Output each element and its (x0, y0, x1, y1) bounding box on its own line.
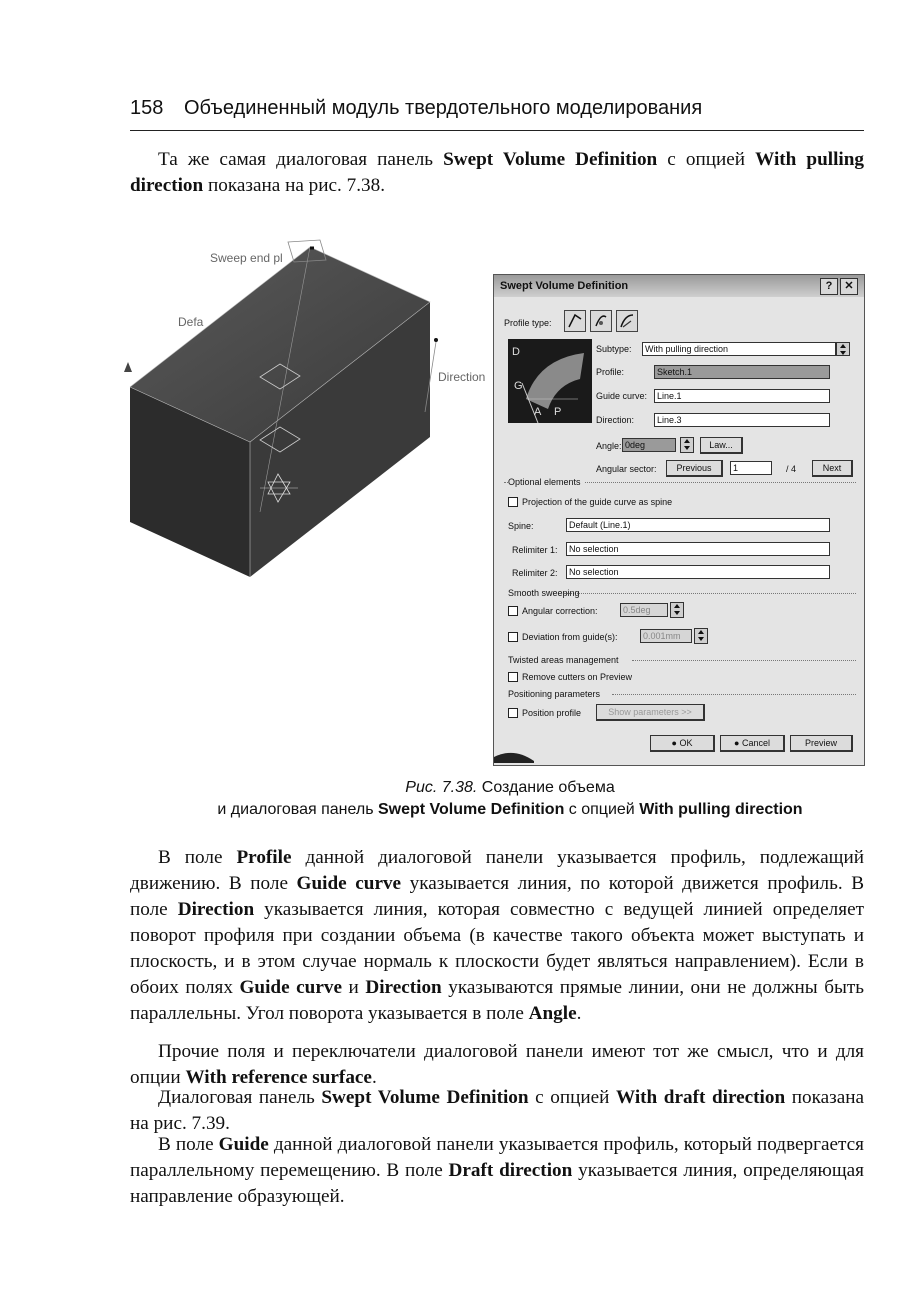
direction-field[interactable]: Line.3 (654, 413, 830, 427)
body-paragraph-2: Прочие поля и переключатели диалоговой панели имеют тот же смысл, что и для опции With reference surface. (130, 1041, 864, 1088)
spine-label: Spine: (508, 521, 534, 531)
relimiter2-label: Relimiter 2: (512, 568, 558, 578)
angular-correction-checkbox[interactable] (508, 606, 518, 616)
profile-label: Profile: (596, 367, 625, 377)
sector-field[interactable]: 1 (730, 461, 772, 475)
positioning-heading: Positioning parameters (508, 689, 601, 699)
ok-button[interactable]: ● OK (650, 735, 715, 752)
deviation-spinner-icon[interactable] (694, 628, 708, 644)
sweep-end-plane-label: Sweep end pl (210, 251, 283, 265)
spine-field[interactable]: Default (Line.1) (566, 518, 830, 532)
dialog-titlebar[interactable] (494, 275, 864, 297)
dialog-corner-icon (494, 743, 554, 763)
preview-button[interactable]: Preview (790, 735, 853, 752)
figure-caption: Рис. 7.38. Создание объема и диалоговая панель Swept Volume Definition с опцией With pulling direction (217, 779, 803, 818)
angle-label: Angle: (596, 441, 622, 451)
subtype-select[interactable]: With pulling direction (642, 342, 836, 356)
deviation-label: Deviation from guide(s): (522, 632, 618, 642)
position-profile-checkbox[interactable] (508, 708, 518, 718)
conic-profile-icon[interactable] (616, 310, 638, 332)
relimiter2-field[interactable]: No selection (566, 565, 830, 579)
angle-spinner-icon[interactable] (680, 437, 694, 453)
cancel-icon: ● (734, 738, 742, 748)
body-paragraph-1: В поле Profile данной диалоговой панели указывается профиль, подлежащий движению. В поле Guide curve указывается линия, по которой движется профиль. В поле Direction указывается линия, которая совместно с ведущей линией определяет поворот профиля при создании объема (в качестве такого объекта может выступать и плоскость, и в этом случае нормаль к плоскости будет являться направлением). Если в обоих полях Guide curve и Direction указываются прямые линии, они не должны быть параллельны. Угол поворота указывается в поле Angle. (130, 847, 865, 1024)
deviation-checkbox[interactable] (508, 632, 518, 642)
profile-type-label: Profile type: (504, 318, 552, 328)
angle-field[interactable]: 0deg (622, 438, 676, 452)
position-profile-label: Position profile (522, 708, 582, 718)
twisted-areas-heading: Twisted areas management (508, 655, 619, 665)
cancel-button[interactable]: ● Cancel (720, 735, 785, 752)
swept-volume-dialog (493, 274, 865, 766)
previous-button[interactable]: Previous (666, 460, 723, 477)
angular-correction-label: Angular correction: (522, 606, 598, 616)
default-label: Defa (178, 315, 204, 329)
running-title: Объединенный модуль твердотельного моделирования (184, 97, 703, 119)
svg-text:D: D (512, 346, 520, 358)
close-button[interactable]: ✕ (840, 278, 858, 295)
sweep-preview-image (508, 339, 592, 423)
svg-text:P: P (554, 406, 562, 418)
relimiter1-field[interactable]: No selection (566, 542, 830, 556)
next-button[interactable]: Next (812, 460, 853, 477)
law-button[interactable]: Law... (700, 437, 743, 454)
profile-field[interactable]: Sketch.1 (654, 365, 830, 379)
svg-text:A: A (534, 406, 542, 418)
relimiter1-label: Relimiter 1: (512, 545, 558, 555)
line-profile-icon[interactable] (564, 310, 586, 332)
intro-paragraph: Та же самая диалоговая панель Swept Volume Definition с опцией With pulling direction показана на рис. 7.38. (130, 149, 864, 196)
body-paragraph-4: В поле Guide данной диалоговой панели указывается профиль, который подвергается параллельному перемещению. В поле Draft direction указывается линия, определяющая направление образующей. (130, 1134, 864, 1207)
projection-label: Projection of the guide curve as spine (522, 497, 673, 507)
subtype-dropdown-arrow-icon[interactable] (836, 342, 850, 356)
guide-curve-field[interactable]: Line.1 (654, 389, 830, 403)
angular-correction-spinner-icon[interactable] (670, 602, 684, 618)
show-parameters-button[interactable]: Show parameters >> (596, 704, 705, 721)
optional-elements-heading: Optional elements (508, 477, 584, 487)
circle-profile-icon[interactable] (590, 310, 612, 332)
ok-icon: ● (671, 738, 680, 748)
page-header (130, 92, 864, 131)
guide-curve-label: Guide curve: (596, 391, 648, 401)
body-paragraph-3: Диалоговая панель Swept Volume Definition с опцией With draft direction показана на рис. 7.39. (130, 1087, 865, 1134)
twisted-areas-divider (632, 660, 856, 661)
angular-correction-field[interactable]: 0.5deg (620, 603, 668, 617)
help-button[interactable]: ? (820, 278, 838, 295)
direction-label: Direction (438, 370, 486, 384)
positioning-divider (612, 694, 856, 695)
direction-label: Direction: (596, 415, 635, 425)
page-number: 158 (130, 97, 164, 119)
remove-cutters-label: Remove cutters on Preview (522, 672, 633, 682)
solid-model-figure (120, 222, 495, 592)
projection-checkbox[interactable] (508, 497, 518, 507)
deviation-field[interactable]: 0.001mm (640, 629, 692, 643)
smooth-sweeping-divider (564, 593, 856, 594)
angular-sector-label: Angular sector: (596, 464, 657, 474)
svg-text:G: G (514, 380, 523, 392)
dialog-title: Swept Volume Definition (500, 280, 629, 292)
sector-total: / 4 (786, 464, 797, 474)
remove-cutters-checkbox[interactable] (508, 672, 518, 682)
subtype-label: Subtype: (596, 344, 632, 354)
smooth-sweeping-heading: Smooth sweeping (508, 588, 580, 598)
